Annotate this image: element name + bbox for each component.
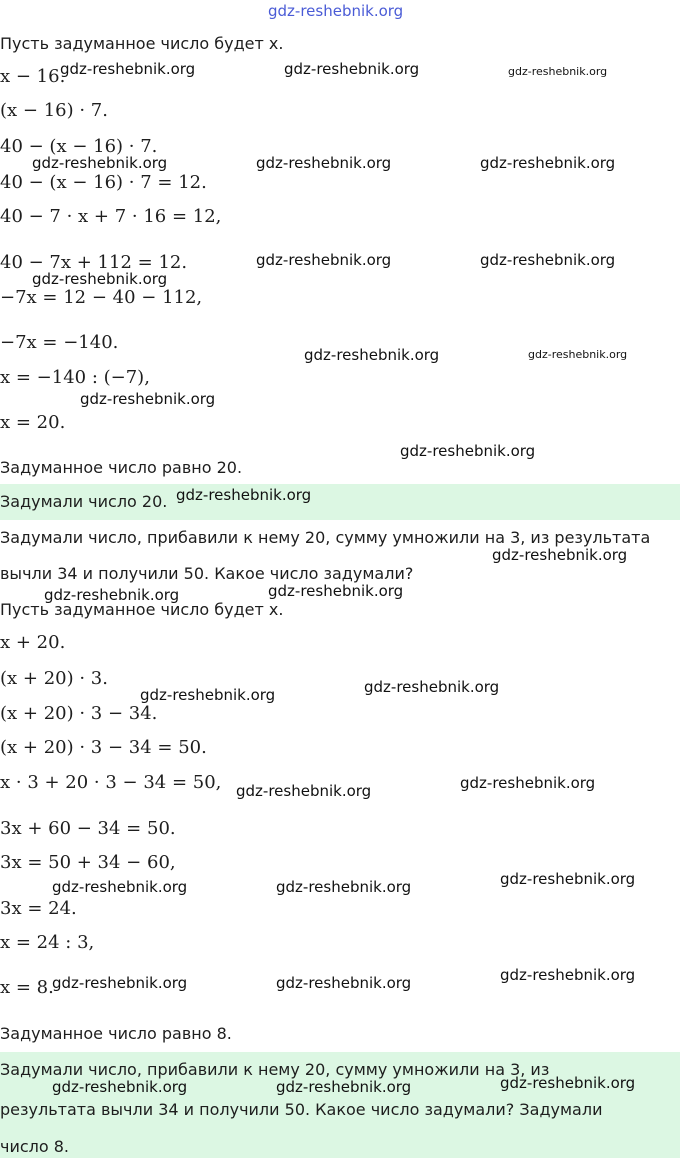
- part1-step-7: −7x = 12 − 40 − 112,: [0, 287, 203, 308]
- part2-step-4: (x + 20) · 3 − 34 = 50.: [0, 737, 207, 758]
- part1-step-2: (x − 16) · 7.: [0, 100, 108, 121]
- part1-step-5: 40 − 7 · x + 7 · 16 = 12,: [0, 206, 222, 227]
- watermark: gdz-reshebnik.org: [44, 586, 180, 604]
- part2-answer-line-3: число 8.: [0, 1137, 70, 1156]
- part1-result: Задуманное число равно 20.: [0, 458, 243, 477]
- part2-answer-line-1: Задумали число, прибавили к нему 20, сумму умножили на 3, из: [0, 1060, 550, 1079]
- part2-step-3: (x + 20) · 3 − 34.: [0, 703, 158, 724]
- part2-result: Задуманное число равно 8.: [0, 1024, 232, 1043]
- watermark: gdz-reshebnik.org: [52, 974, 188, 992]
- watermark: gdz-reshebnik.org: [32, 270, 168, 288]
- watermark: gdz-reshebnik.org: [400, 442, 536, 460]
- watermark: gdz-reshebnik.org: [508, 65, 608, 78]
- part1-step-8: −7x = −140.: [0, 332, 119, 353]
- watermark: gdz-reshebnik.org: [276, 878, 412, 896]
- part1-step-3: 40 − (x − 16) · 7.: [0, 136, 158, 157]
- watermark: gdz-reshebnik.org: [80, 390, 216, 408]
- part2-step-1: x + 20.: [0, 632, 66, 653]
- part2-problem-line-2: вычли 34 и получили 50. Какое число задумали?: [0, 564, 414, 583]
- watermark: gdz-reshebnik.org: [140, 686, 276, 704]
- watermark: gdz-reshebnik.org: [176, 486, 312, 504]
- watermark: gdz-reshebnik.org: [480, 154, 616, 172]
- watermark: gdz-reshebnik.org: [480, 251, 616, 269]
- part2-step-7: 3x = 50 + 34 − 60,: [0, 852, 176, 873]
- watermark: gdz-reshebnik.org: [52, 1078, 188, 1096]
- part2-step-10: x = 8.: [0, 977, 54, 998]
- watermark: gdz-reshebnik.org: [460, 774, 596, 792]
- watermark: gdz-reshebnik.org: [500, 1074, 636, 1092]
- part2-answer-line-2: результата вычли 34 и получили 50. Какое число задумали? Задумали: [0, 1100, 603, 1119]
- part2-problem-line-1: Задумали число, прибавили к нему 20, сумму умножили на 3, из результата: [0, 528, 651, 547]
- watermark: gdz-reshebnik.org: [60, 60, 196, 78]
- watermark: gdz-reshebnik.org: [500, 966, 636, 984]
- watermark: gdz-reshebnik.org: [284, 60, 420, 78]
- part2-step-8: 3x = 24.: [0, 898, 77, 919]
- watermark: gdz-reshebnik.org: [32, 154, 168, 172]
- watermark: gdz-reshebnik.org: [256, 251, 392, 269]
- part2-step-6: 3x + 60 − 34 = 50.: [0, 818, 176, 839]
- part1-answer: Задумали число 20.: [0, 492, 168, 511]
- watermark: gdz-reshebnik.org: [276, 1078, 412, 1096]
- watermark: gdz-reshebnik.org: [52, 878, 188, 896]
- part1-intro: Пусть задуманное число будет x.: [0, 34, 284, 53]
- watermark: gdz-reshebnik.org: [236, 782, 372, 800]
- part2-intro: Пусть задуманное число будет x.: [0, 600, 284, 619]
- watermark-top: gdz-reshebnik.org: [268, 2, 404, 20]
- part1-step-4: 40 − (x − 16) · 7 = 12.: [0, 172, 207, 193]
- watermark: gdz-reshebnik.org: [528, 348, 628, 361]
- watermark: gdz-reshebnik.org: [304, 346, 440, 364]
- watermark: gdz-reshebnik.org: [500, 870, 636, 888]
- part1-step-9: x = −140 : (−7),: [0, 367, 150, 388]
- part2-step-2: (x + 20) · 3.: [0, 668, 108, 689]
- part1-step-10: x = 20.: [0, 412, 66, 433]
- watermark: gdz-reshebnik.org: [364, 678, 500, 696]
- part1-step-1: x − 16.: [0, 66, 66, 87]
- part2-step-9: x = 24 : 3,: [0, 932, 95, 953]
- part1-step-6: 40 − 7x + 112 = 12.: [0, 252, 188, 273]
- watermark: gdz-reshebnik.org: [276, 974, 412, 992]
- watermark: gdz-reshebnik.org: [492, 546, 628, 564]
- watermark: gdz-reshebnik.org: [256, 154, 392, 172]
- watermark: gdz-reshebnik.org: [268, 582, 404, 600]
- part2-step-5: x · 3 + 20 · 3 − 34 = 50,: [0, 772, 222, 793]
